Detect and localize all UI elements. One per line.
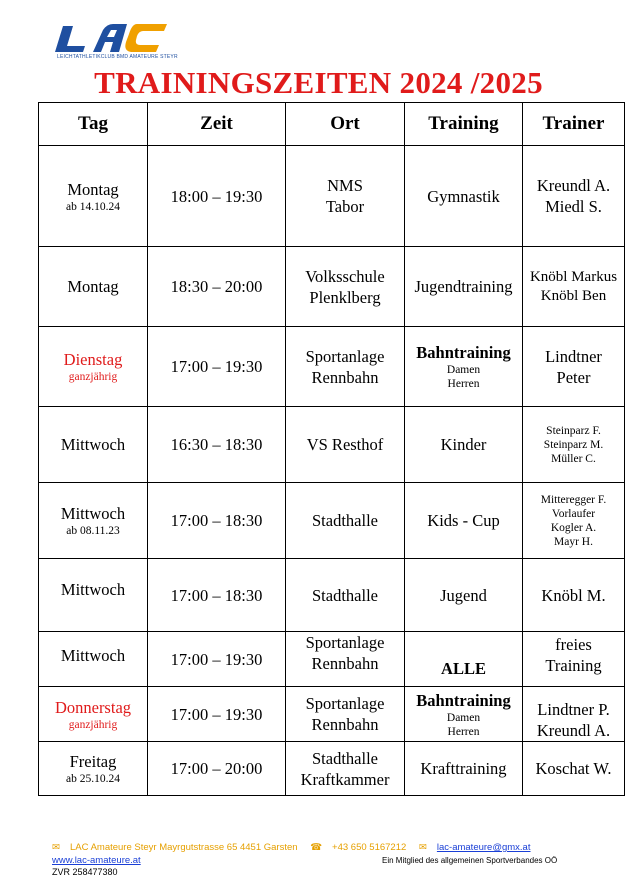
training-sub: Damen xyxy=(446,711,481,724)
cell-training xyxy=(405,687,523,742)
header-ort: Ort xyxy=(286,103,405,146)
location-line: Rennbahn xyxy=(311,367,379,387)
trainer-name: Steinparz M. xyxy=(543,438,604,451)
table-row xyxy=(39,146,625,247)
training-label: Jugend xyxy=(440,585,487,605)
header-training: Training xyxy=(405,103,523,146)
page-title: TRAININGSZEITEN 2024 /2025 xyxy=(94,65,543,100)
cell-ort xyxy=(286,327,405,407)
lac-logo xyxy=(55,22,170,68)
training-label: Bahntraining xyxy=(416,690,511,710)
cell-training xyxy=(405,632,523,687)
day-label: Donnerstag xyxy=(54,697,132,717)
cell-training xyxy=(405,407,523,483)
trainer-name: Koschat W. xyxy=(535,759,612,778)
cell-trainer xyxy=(523,483,625,559)
footer-email-link[interactable]: lac-amateure@gmx.at xyxy=(436,842,531,853)
table-row xyxy=(39,687,625,742)
training-label: Krafttraining xyxy=(420,759,507,778)
training-label: Jugendtraining xyxy=(414,277,513,296)
time-label: 18:00 – 19:30 xyxy=(170,186,263,206)
trainer-name: Knöbl Ben xyxy=(540,287,607,304)
cell-tag xyxy=(39,327,148,407)
time-label: 16:30 – 18:30 xyxy=(170,435,263,454)
day-label: Mittwoch xyxy=(60,646,126,665)
cell-trainer xyxy=(523,247,625,327)
location-line: Sportanlage xyxy=(305,633,385,652)
table-row xyxy=(39,327,625,407)
trainer-name: Knöbl M. xyxy=(541,585,606,605)
location-line: Sportanlage xyxy=(305,694,385,713)
footer-address: LAC Amateure Steyr Mayrgutstrasse 65 4451 Garsten xyxy=(69,842,298,853)
cell-ort xyxy=(286,407,405,483)
cell-trainer xyxy=(523,742,625,796)
cell-tag xyxy=(39,559,148,632)
location-line: Stadthalle xyxy=(312,585,378,605)
day-label: Dienstag xyxy=(63,350,123,369)
table-row xyxy=(39,559,625,632)
location-line: Volksschule xyxy=(305,266,385,286)
training-sub: Herren xyxy=(447,725,480,738)
cell-ort xyxy=(286,559,405,632)
location-line: NMS xyxy=(327,176,363,195)
location-line: VS Resthof xyxy=(306,435,384,454)
trainer-name: Mayr H. xyxy=(554,535,593,548)
header-tag: Tag xyxy=(39,103,148,146)
time-label: 17:00 – 18:30 xyxy=(170,585,263,605)
cell-zeit xyxy=(148,687,286,742)
cell-training xyxy=(405,327,523,407)
schedule-table xyxy=(38,102,625,796)
cell-trainer xyxy=(523,559,625,632)
cell-tag xyxy=(39,247,148,327)
cell-ort xyxy=(286,146,405,247)
cell-training xyxy=(405,483,523,559)
location-line: Plenklberg xyxy=(309,287,381,307)
cell-ort xyxy=(286,742,405,796)
header-trainer: Trainer xyxy=(523,103,625,146)
location-line: Tabor xyxy=(325,197,365,216)
day-note: ab 25.10.24 xyxy=(66,773,120,785)
location-line: Stadthalle xyxy=(312,511,378,530)
trainer-name: Vorlaufer xyxy=(551,507,596,520)
cell-tag xyxy=(39,146,148,247)
day-label: Montag xyxy=(67,277,119,296)
table-row xyxy=(39,247,625,327)
trainer-name: Knöbl Markus xyxy=(529,268,618,285)
trainer-name: Lindtner xyxy=(545,346,602,366)
day-note: ganzjährig xyxy=(68,371,118,383)
cell-tag xyxy=(39,483,148,559)
day-note: ab 08.11.23 xyxy=(66,525,120,537)
cell-ort xyxy=(286,247,405,327)
trainer-name: Miedl S. xyxy=(545,197,602,216)
cell-training xyxy=(405,247,523,327)
cell-zeit xyxy=(148,742,286,796)
day-label: Montag xyxy=(67,179,119,199)
trainer-name: Kreundl A. xyxy=(536,721,611,740)
training-label: Kids - Cup xyxy=(427,511,500,530)
logo-subtitle: LEICHTATHLETIKCLUB BMD AMATEURE STEYR xyxy=(57,54,178,60)
footer-zvr: ZVR 258477380 xyxy=(52,867,118,877)
training-label: Kinder xyxy=(440,435,487,454)
cell-training xyxy=(405,559,523,632)
training-label: Bahntraining xyxy=(416,343,511,362)
time-label: 17:00 – 19:30 xyxy=(170,649,263,669)
day-label: Mittwoch xyxy=(60,580,126,599)
cell-tag xyxy=(39,742,148,796)
location-line: Kraftkammer xyxy=(300,769,390,789)
cell-trainer xyxy=(523,146,625,247)
footer-phone: +43 650 5167212 xyxy=(332,842,407,853)
header-zeit: Zeit xyxy=(148,103,286,146)
mail-icon: ✉ xyxy=(418,842,427,853)
cell-zeit xyxy=(148,559,286,632)
cell-trainer xyxy=(523,687,625,742)
footer-website-line xyxy=(52,855,141,866)
day-note: ganzjährig xyxy=(68,718,118,731)
location-line: Rennbahn xyxy=(311,654,379,673)
cell-zeit xyxy=(148,247,286,327)
time-label: 17:00 – 19:30 xyxy=(170,357,263,376)
cell-training xyxy=(405,742,523,796)
training-label: ALLE xyxy=(441,658,486,678)
footer-line xyxy=(52,842,541,853)
cell-zeit xyxy=(148,632,286,687)
time-label: 18:30 – 20:00 xyxy=(170,277,263,296)
day-label: Freitag xyxy=(69,752,117,771)
training-sub: Herren xyxy=(447,378,480,390)
cell-tag xyxy=(39,407,148,483)
cell-trainer xyxy=(523,407,625,483)
table-row xyxy=(39,483,625,559)
day-label: Mittwoch xyxy=(60,435,126,454)
table-row xyxy=(39,632,625,687)
trainer-name: Mitteregger F. xyxy=(540,493,607,506)
cell-zeit xyxy=(148,407,286,483)
table-header-row xyxy=(39,103,625,146)
cell-trainer xyxy=(523,632,625,687)
footer-member-note: Ein Mitglied des allgemeinen Sportverbandes OÖ xyxy=(382,856,558,865)
footer-website-link[interactable]: www.lac-amateure.at xyxy=(52,855,141,866)
day-label: Mittwoch xyxy=(60,504,126,523)
cell-tag xyxy=(39,687,148,742)
time-label: 17:00 – 20:00 xyxy=(170,759,263,778)
trainer-name: Kogler A. xyxy=(550,521,597,534)
cell-trainer xyxy=(523,327,625,407)
cell-zeit xyxy=(148,327,286,407)
cell-ort xyxy=(286,687,405,742)
location-line: Sportanlage xyxy=(305,346,385,366)
location-line: Stadthalle xyxy=(312,748,378,768)
trainer-name: Kreundl A. xyxy=(536,176,611,195)
location-line: Rennbahn xyxy=(311,715,379,734)
time-label: 17:00 – 18:30 xyxy=(170,511,263,530)
cell-ort xyxy=(286,483,405,559)
trainer-name: Peter xyxy=(556,367,591,387)
phone-icon: ☎ xyxy=(310,842,323,853)
trainer-name: Steinparz F. xyxy=(546,424,601,437)
cell-zeit xyxy=(148,483,286,559)
day-note: ab 14.10.24 xyxy=(66,200,120,213)
trainer-name: Lindtner P. xyxy=(537,700,610,719)
table-row xyxy=(39,407,625,483)
training-label: Gymnastik xyxy=(427,186,500,206)
cell-tag xyxy=(39,632,148,687)
training-sub: Damen xyxy=(446,364,481,376)
time-label: 17:00 – 19:30 xyxy=(170,704,263,724)
cell-zeit xyxy=(148,146,286,247)
trainer-name: Müller C. xyxy=(551,452,596,465)
trainer-name: Training xyxy=(545,656,602,675)
trainer-name: freies xyxy=(555,635,592,654)
cell-training xyxy=(405,146,523,247)
table-row xyxy=(39,742,625,796)
cell-ort xyxy=(286,632,405,687)
envelope-icon: ✉ xyxy=(52,842,60,853)
